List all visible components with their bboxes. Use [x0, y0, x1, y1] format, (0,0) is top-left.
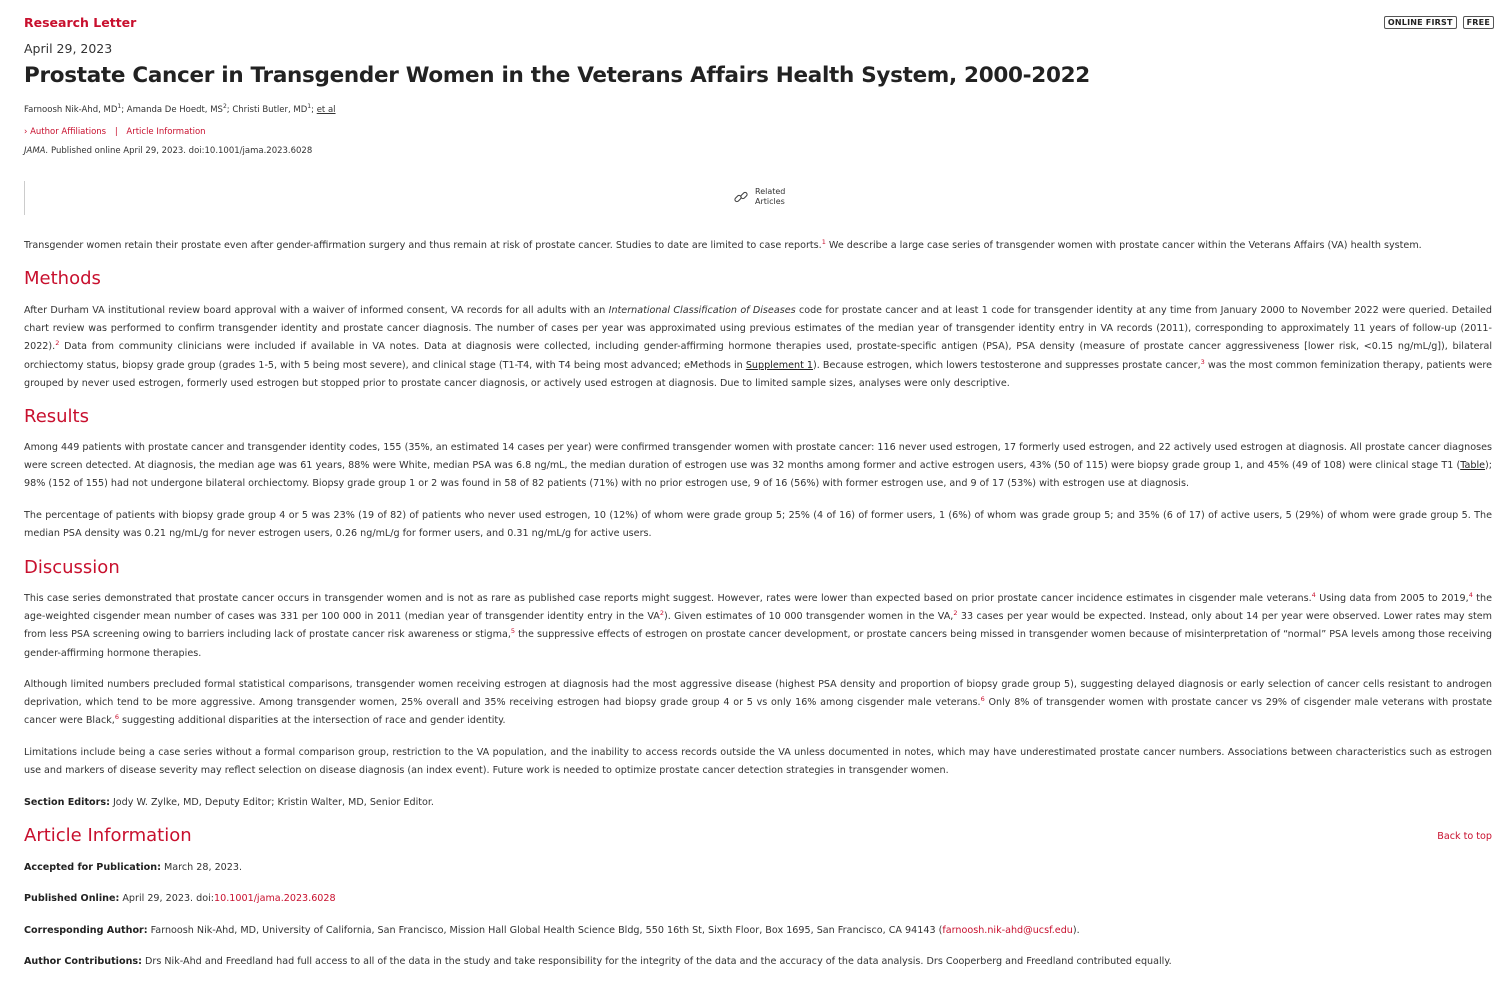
author-list: Farnoosh Nik-Ahd, $MD^1$; Amanda De Hoedt, $MS^2$; Christi Butler, $MD^1$; et al	[24, 103, 336, 115]
author-name[interactable]: Farnoosh Nik-Ahd, MD	[24, 104, 118, 115]
discussion-paragraph-3: Limitations include being a case series without a formal comparison group, restriction to the VA population, and the inability to access records outside the VA unless documented in notes, which may have underestimated prostate cancer numbers. Associations between characteristics such as estrogen use and markers of disease severity may reflect selection on disease diagnosis (an index event). Future work is needed to optimize prostate cancer detection strategies in transgender women.	[24, 747, 1492, 777]
back-to-top-link[interactable]: Back to top	[1437, 831, 1492, 842]
supplement-link[interactable]: Supplement 1	[745, 359, 814, 371]
intro-paragraph	[24, 237, 1492, 255]
corresponding-value: Farnoosh Nik-Ahd, MD, University of California, San Francisco, Mission Hall Global Health Science Bldg, 550 16th St, Sixth Floor, Box 1695, San Francisco, CA 94143 (	[147, 925, 943, 936]
corresponding-label: Corresponding Author:	[24, 925, 148, 936]
citation	[24, 146, 312, 156]
discussion-text: Using data from 2005 to 2019,	[1315, 593, 1469, 604]
intro-text: We describe a large case series of transgender women with prostate cancer within the Veterans Affairs (VA) health system.	[825, 240, 1422, 251]
et-al-link[interactable]: et al	[316, 104, 336, 115]
table-link[interactable]: Table	[1460, 460, 1486, 472]
discussion-text: 33 cases per year would be expected. Instead, only about 14 per year were observed. Lower rates may stem from less PSA screening owing to barriers including lack of prostate cancer risk awareness or stigma,	[24, 611, 1492, 641]
affiliation-sup: 1	[117, 103, 122, 110]
article-links	[24, 127, 206, 137]
contributions-label: Author Contributions:	[24, 956, 142, 967]
author-name[interactable]: Christi Butler, MD	[232, 104, 308, 115]
discussion-text: suggesting additional disparities at the intersection of race and gender identity.	[119, 715, 506, 727]
methods-text: ). Because estrogen, which lowers testosterone and suppresses prostate cancer,	[813, 359, 1201, 371]
reference-sup[interactable]: 4	[1311, 590, 1316, 599]
reference-sup[interactable]: 1	[821, 237, 826, 246]
methods-text: code for prostate cancer and at least 1 code for transgender identity at any time from January 2000 to November 2022 were queried. Detailed chart review was performed to confirm transgender identity and prostate cancer diagnosis. The number of cases per year was approximated using previous estimates of the median year of transgender identity entry in VA records (2011), corresponding to approximately 11 years of follow-up (2011-2022).	[24, 305, 1492, 353]
published-online	[24, 890, 1492, 908]
discussion-text: This case series demonstrated that prostate cancer occurs in transgender women and is not as rare as published case reports might suggest. However, rates were lower than expected based on prior prostate cancer incidence estimates in cisgender male veterans.	[24, 593, 1312, 604]
section-editors-label: Section Editors:	[24, 797, 110, 808]
reference-sup[interactable]: 5	[510, 627, 516, 636]
link-icon	[733, 189, 749, 205]
accepted-for-publication	[24, 859, 1492, 877]
divider-line	[24, 181, 25, 215]
results-text: Among 449 patients with prostate cancer and transgender identity codes, 155 (35%, an estimated 14 cases per year) were confirmed transgender women with prostate cancer: 116 never used estrogen, 17 formerly used estrogen, and 22 actively used estrogen at diagnosis. All prostate cancer diagnoses were screen detected. At diagnosis, the median age was 61 years, 88% were White, median PSA was 6.8 ng/mL, the median duration of estrogen use was 32 months among former and active estrogen users, 43% (50 of 115) were biopsy grade group 1, and 45% (49 of 108) were clinical stage T1 (	[24, 442, 1492, 472]
discussion-paragraph-1	[24, 590, 1492, 663]
related-label-line2: Articles	[755, 196, 785, 206]
reference-sup[interactable]: 2	[55, 339, 60, 348]
article-title: Prostate Cancer in Transgender Women in the Veterans Affairs Health System, 2000-2022	[24, 63, 1090, 88]
methods-text: After Durham VA institutional review board approval with a waiver of informed consent, VA records for all adults with an	[24, 305, 609, 316]
section-editors-text: Jody W. Zylke, MD, Deputy Editor; Kristin Walter, MD, Senior Editor.	[109, 797, 434, 808]
methods-italic: International Classification of Diseases	[608, 305, 796, 316]
reference-sup[interactable]: 6	[980, 695, 985, 704]
reference-sup[interactable]: 3	[1200, 357, 1205, 366]
methods-text: Data from community clinicians were included if available in VA notes. Data at diagnosis were collected, including gender-affirming hormone therapies used, prostate-specific antigen (PSA), PSA density (measure of prostate cancer aggressiveness [lower risk, <0.15 ng/mL/g]), bilateral orchiectomy status, biopsy grade group (grades 1-5, with 5 being most severe), and clinical stage (T1-T4, with T4 being most advanced; eMethods in	[24, 341, 1492, 371]
online-first-badge: ONLINE FIRST	[1384, 16, 1457, 29]
author-contributions	[24, 953, 1492, 971]
corresponding-author	[24, 922, 1492, 940]
author-affiliations-link[interactable]: Author Affiliations	[30, 127, 107, 137]
discussion-text: Although limited numbers precluded formal statistical comparisons, transgender women receiving estrogen at diagnosis had the most aggressive disease (highest PSA density and proportion of biopsy grade group 5), suggesting delayed diagnosis or early selection of cancer cells resistant to androgen deprivation, which tend to be more aggressive. Among transgender women, 25% overall and 35% receiving estrogen had biopsy grade group 4 or 5 vs only 16% among cisgender male veterans.	[24, 679, 1492, 709]
methods-paragraph	[24, 302, 1492, 393]
citation-details: Published online April 29, 2023. doi:10.1001/jama.2023.6028	[48, 146, 313, 156]
author-name[interactable]: Amanda De Hoedt, MS	[126, 104, 223, 115]
divider: |	[114, 127, 118, 137]
affiliation-sup: 1	[307, 103, 312, 110]
email-link[interactable]: farnoosh.nik-ahd@ucsf.edu	[942, 925, 1073, 936]
related-label-line1: Related	[755, 187, 786, 196]
results-text: ); 98% (152 of 155) had not undergone bilateral orchiectomy. Biopsy grade group 1 or 2 was found in 58 of 82 patients (71%) with no prior estrogen use, 9 of 16 (56%) with former estrogen use, and 9 of 17 (53%) with estrogen use at diagnosis.	[24, 460, 1492, 490]
discussion-text: ). Given estimates of 10 000 transgender women in the VA,	[663, 611, 954, 623]
reference-sup[interactable]: 4	[1468, 590, 1473, 599]
corresponding-end: ).	[1072, 925, 1080, 936]
intro-text: Transgender women retain their prostate even after gender-affirmation surgery and thus remain at risk of prostate cancer. Studies to date are limited to case reports.	[24, 240, 822, 251]
section-editors	[24, 794, 1492, 812]
discussion-text: the suppressive effects of estrogen on prostate cancer development, or prostate cancers being missed in transgender women because of misinterpretation of “normal” PSA levels among those receiving gender-affirming hormone therapies.	[24, 629, 1492, 659]
badges	[1384, 16, 1494, 29]
results-paragraph-2: The percentage of patients with biopsy grade group 4 or 5 was 23% (19 of 82) of patients who never used estrogen, 10 (12%) of whom were grade group 5; 25% (4 of 16) of former users, 1 (6%) of whom was grade group 5; and 35% (6 of 17) of active users, 5 (29%) of whom were grade group 5. The median PSA density was 0.21 ng/mL/g for never estrogen users, 0.26 ng/mL/g for former users, and 0.31 ng/mL/g for active users.	[24, 510, 1492, 540]
discussion-text: the age-weighted cisgender mean number of cases was 331 per 100 000 in 2011 (median year of transgender identity entry in the VA	[24, 593, 1493, 623]
accepted-value: March 28, 2023.	[160, 862, 243, 873]
chevron-right-icon: ›	[24, 127, 28, 137]
discussion-text: Only 8% of transgender women with prostate cancer vs 29% of cisgender male veterans with prostate cancer were Black,	[24, 697, 1493, 727]
results-heading: Results	[24, 406, 89, 427]
reference-sup[interactable]: 2	[659, 609, 664, 618]
reference-sup[interactable]: 2	[953, 609, 958, 618]
discussion-heading: Discussion	[24, 557, 120, 578]
methods-text: was the most common feminization therapy, patients were grouped by never used estrogen, formerly used estrogen but stopped prior to prostate cancer diagnosis, or actively used estrogen at diagnosis. Due to limited sample sizes, analyses were only descriptive.	[24, 359, 1492, 389]
doi-link[interactable]: 10.1001/jama.2023.6028	[214, 893, 336, 904]
journal-name: JAMA.	[24, 146, 49, 156]
publication-date: April 29, 2023	[24, 41, 113, 56]
article-information-link[interactable]: Article Information	[126, 127, 206, 137]
discussion-paragraph-2	[24, 676, 1492, 731]
article-type: Research Letter	[24, 15, 137, 30]
affiliation-sup: 2	[222, 103, 227, 110]
published-value: April 29, 2023. doi:	[119, 893, 215, 904]
reference-sup[interactable]: 6	[114, 713, 119, 722]
related-articles-button[interactable]	[733, 187, 785, 206]
contributions-value: Drs Nik-Ahd and Freedland had full access to all of the data in the study and take responsibility for the integrity of the data and the accuracy of the data analysis. Drs Cooperberg and Freedland contributed equally.	[141, 956, 1172, 967]
published-label: Published Online:	[24, 893, 120, 904]
article-information-heading: Article Information	[24, 825, 192, 846]
results-paragraph-1	[24, 439, 1492, 494]
methods-heading: Methods	[24, 268, 101, 289]
accepted-label: Accepted for Publication:	[24, 862, 161, 873]
free-badge: FREE	[1463, 16, 1494, 29]
